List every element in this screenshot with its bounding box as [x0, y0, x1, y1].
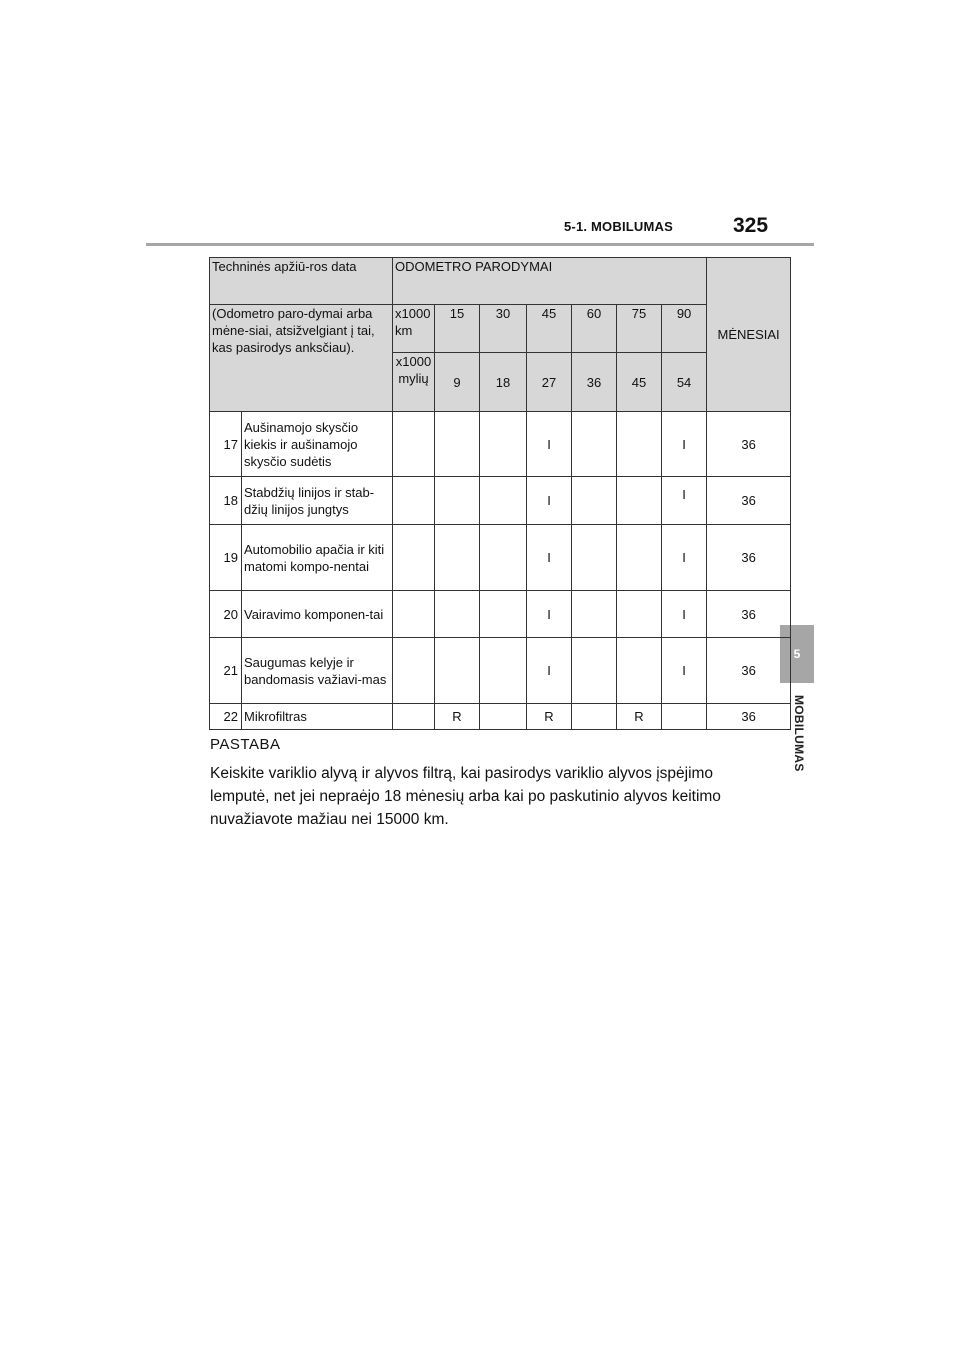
table-header-row — [210, 258, 791, 305]
row-mark-cell — [393, 638, 435, 704]
row-mark — [572, 591, 617, 638]
header-service-date: Techninės apžiū-ros data — [210, 258, 393, 305]
row-mark — [617, 412, 662, 477]
row-mark-cell — [435, 525, 480, 591]
row-mark — [480, 638, 527, 704]
maintenance-table — [209, 257, 791, 730]
miles-value: 18 — [480, 353, 527, 412]
row-mark — [572, 704, 617, 730]
row-number: 20 — [210, 591, 242, 638]
row-mark — [572, 477, 617, 525]
miles-value: 45 — [617, 353, 662, 412]
row-mark: R — [617, 704, 662, 730]
header-odometer: ODOMETRO PARODYMAI — [393, 258, 707, 305]
row-mark-cell — [393, 704, 435, 730]
km-value: 15 — [435, 305, 480, 353]
row-mark-cell — [393, 525, 435, 591]
table-row — [210, 525, 791, 591]
row-months: 36 — [707, 638, 791, 704]
row-number: 22 — [210, 704, 242, 730]
row-mark — [662, 477, 707, 525]
row-item: Aušinamojo skysčio kiekis ir aušinamojo skysčio sudėtis — [242, 412, 393, 477]
row-mark: I — [662, 525, 707, 591]
row-item: Automobilio apačia ir kiti matomi kompo-nentai — [242, 525, 393, 591]
row-number: 17 — [210, 412, 242, 477]
chapter-number: 5 — [793, 647, 801, 661]
row-mark — [480, 477, 527, 525]
row-mark: I — [527, 591, 572, 638]
note-title: PASTABA — [210, 736, 281, 753]
row-mark: I — [527, 477, 572, 525]
miles-label: x1000 mylių — [393, 353, 435, 412]
km-value: 60 — [572, 305, 617, 353]
row-mark: I — [527, 525, 572, 591]
row-mark — [617, 477, 662, 525]
row-mark: I — [662, 638, 707, 704]
row-mark-cell — [393, 591, 435, 638]
row-mark — [480, 525, 527, 591]
header-months: MĖNESIAI — [707, 258, 791, 412]
row-mark — [617, 638, 662, 704]
km-value: 30 — [480, 305, 527, 353]
row-mark: I — [662, 591, 707, 638]
row-number: 19 — [210, 525, 242, 591]
miles-value: 9 — [435, 353, 480, 412]
miles-value: 36 — [572, 353, 617, 412]
row-mark-cell — [393, 477, 435, 525]
row-mark-cell — [435, 477, 480, 525]
row-mark: I — [527, 638, 572, 704]
row-item: Vairavimo komponen-tai — [242, 591, 393, 638]
row-mark — [480, 704, 527, 730]
note-body: Keiskite variklio alyvą ir alyvos filtrą, kai pasirodys variklio alyvos įspėjimo lemputė, net jei nepraėjo 18 mėnesių arba kai po paskutinio alyvos keitimo nuvažiavote mažiau nei 15000 km. — [210, 765, 721, 828]
row-mark — [617, 525, 662, 591]
row-months: 36 — [707, 525, 791, 591]
miles-value: 54 — [662, 353, 707, 412]
row-mark-cell — [435, 412, 480, 477]
row-months: 36 — [707, 477, 791, 525]
km-label: x1000 km — [393, 305, 435, 353]
row-item: Mikrofiltras — [242, 704, 393, 730]
row-months: 36 — [707, 704, 791, 730]
row-mark-cell — [393, 412, 435, 477]
section-title: 5-1. MOBILUMAS — [564, 219, 673, 234]
row-mark — [617, 591, 662, 638]
table-row — [210, 638, 791, 704]
row-mark-raised: I — [682, 487, 686, 502]
table-row — [210, 591, 791, 638]
row-mark: R — [435, 704, 480, 730]
row-number: 21 — [210, 638, 242, 704]
row-mark: I — [527, 412, 572, 477]
row-mark: R — [527, 704, 572, 730]
chapter-label: MOBILUMAS — [792, 695, 806, 772]
page-number: 325 — [733, 214, 769, 237]
header-odometer-note: (Odometro paro-dymai arba mėne-siai, atsižvelgiant į tai, kas pasirodys anksčiau). — [210, 305, 393, 412]
miles-value: 27 — [527, 353, 572, 412]
km-value: 75 — [617, 305, 662, 353]
header-divider — [146, 243, 814, 246]
row-months: 36 — [707, 412, 791, 477]
row-item: Stabdžių linijos ir stab-džių linijos jungtys — [242, 477, 393, 525]
row-mark — [572, 525, 617, 591]
row-mark — [572, 412, 617, 477]
row-mark — [480, 412, 527, 477]
row-item: Saugumas kelyje ir bandomasis važiavi-mas — [242, 638, 393, 704]
row-mark-cell — [435, 591, 480, 638]
row-mark-cell — [662, 704, 707, 730]
row-number: 18 — [210, 477, 242, 525]
row-mark — [572, 638, 617, 704]
table-row — [210, 704, 791, 730]
row-mark — [480, 591, 527, 638]
row-months: 36 — [707, 591, 791, 638]
table-km-row — [210, 305, 791, 353]
row-mark-cell — [435, 638, 480, 704]
km-value: 45 — [527, 305, 572, 353]
table-row — [210, 477, 791, 525]
row-mark: I — [662, 412, 707, 477]
table-row — [210, 412, 791, 477]
km-value: 90 — [662, 305, 707, 353]
